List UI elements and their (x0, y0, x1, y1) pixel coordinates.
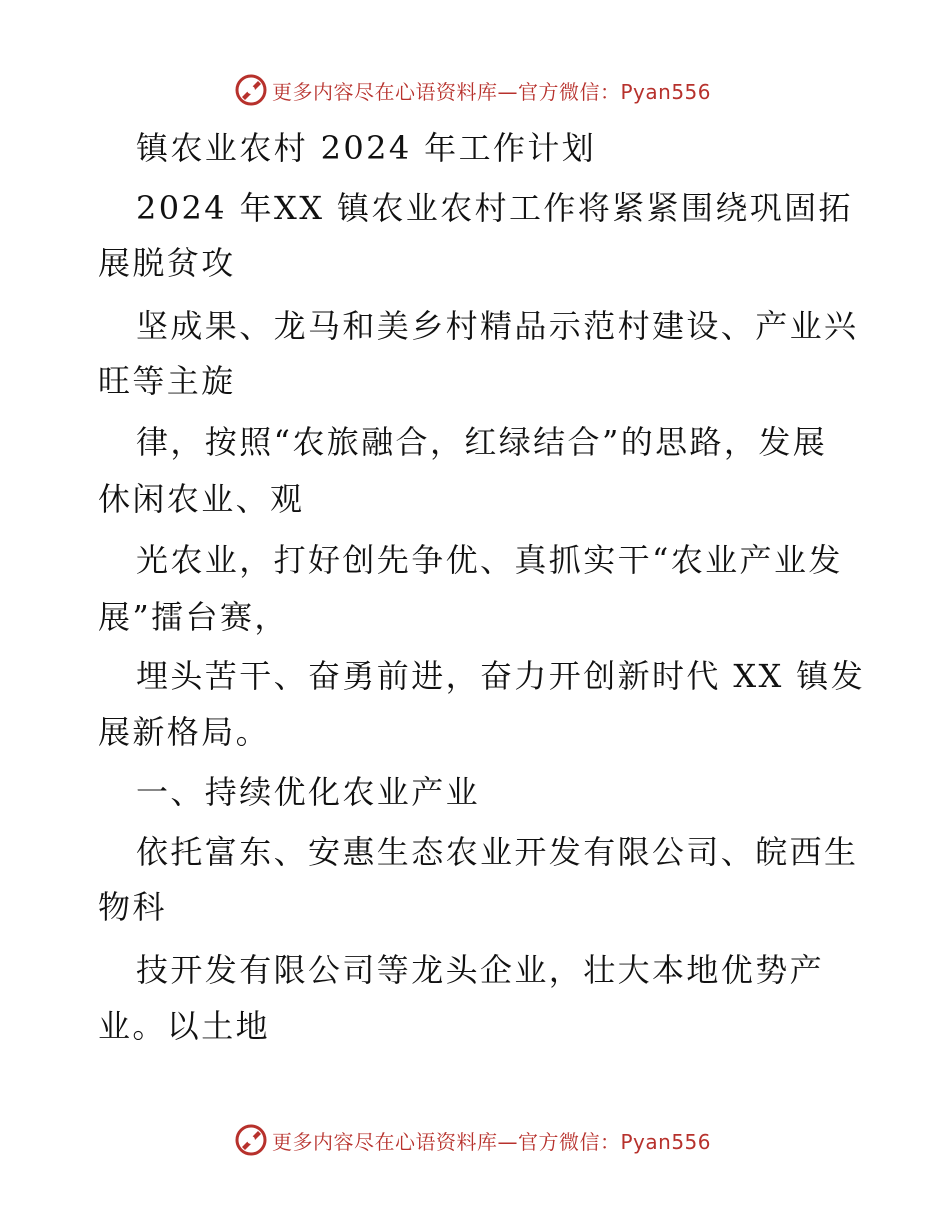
body-line: 技开发有限公司等龙头企业，壮大本地优势产 (136, 951, 825, 989)
body-line: 坚成果、龙马和美乡村精品示范村建设、产业兴 (136, 307, 859, 345)
body-line: 依托富东、安惠生态农业开发有限公司、皖西生 (136, 833, 859, 871)
header-banner (234, 72, 711, 108)
body-line: 物科 (98, 888, 167, 926)
body-line: 展脱贫攻 (98, 244, 236, 282)
body-line: 展”擂台赛， (98, 598, 289, 636)
body-line: 律，按照“农旅融合，红绿结合”的思路，发展 (136, 423, 828, 461)
footer-banner-text: 更多内容尽在心语资料库—官方微信：Pyan556 (272, 1129, 712, 1154)
brand-logo-icon (234, 73, 268, 107)
body-line: 光农业，打好创先争优、真抓实干“农业产业发 (136, 541, 843, 579)
body-line: 休闲农业、观 (98, 480, 305, 518)
document-title: 镇农业农村 2024 年工作计划 (136, 129, 597, 167)
body-line: 埋头苦干、奋勇前进，奋力开创新时代 XX 镇发 (136, 657, 866, 695)
body-line: 旺等主旋 (98, 362, 236, 400)
footer-banner (234, 1122, 711, 1158)
section-heading: 一、持续优化农业产业 (136, 773, 481, 811)
brand-logo-icon (234, 1123, 268, 1157)
body-line: 2024 年XX 镇农业农村工作将紧紧围绕巩固拓 (136, 189, 853, 227)
header-banner-text: 更多内容尽在心语资料库—官方微信：Pyan556 (272, 79, 712, 104)
body-line: 展新格局。 (98, 713, 271, 751)
body-line: 业。以土地 (98, 1007, 271, 1045)
